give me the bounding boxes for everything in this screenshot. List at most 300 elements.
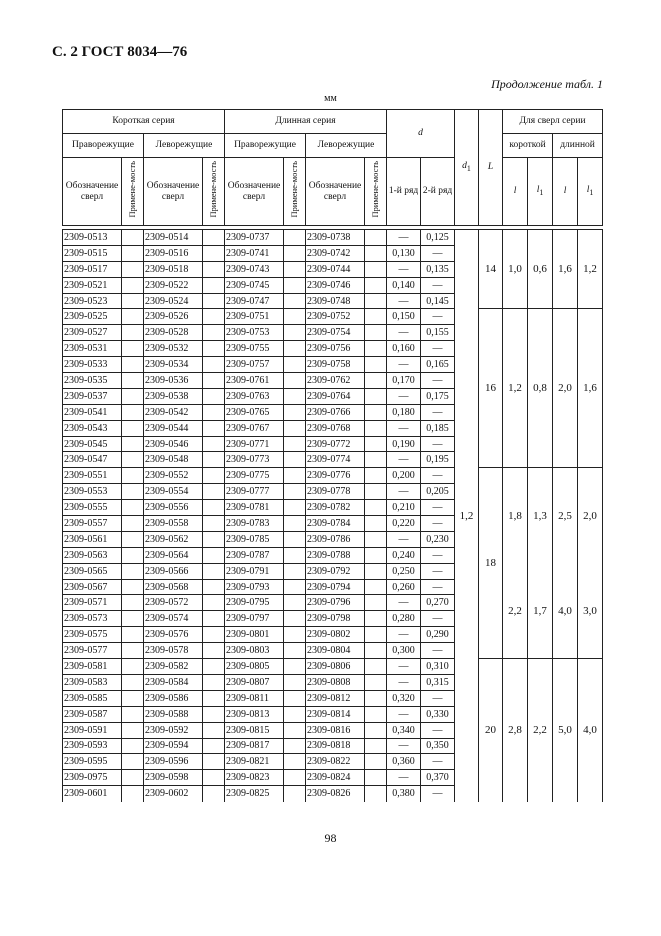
short-left-applicability-cell: [203, 373, 225, 389]
d-second-row-cell: 0,205: [421, 484, 455, 500]
d-second-row-cell: 0,125: [421, 230, 455, 246]
long-right-designation-cell: 2309-0801: [225, 627, 284, 643]
d-first-row-cell: 0,380: [387, 786, 421, 802]
d-first-row-cell: 0,130: [387, 245, 421, 261]
long-left-designation-cell: 2309-0784: [306, 516, 365, 532]
long-right-applicability-cell: [284, 531, 306, 547]
applicability-header: Примене-мость: [365, 158, 387, 226]
short-right-applicability-cell: [122, 404, 144, 420]
long-right-applicability-cell: [284, 595, 306, 611]
d-second-row-cell: —: [421, 404, 455, 420]
short-left-designation-cell: 2309-0532: [144, 341, 203, 357]
long-left-applicability-cell: [365, 531, 387, 547]
short-l1-value-cell: 2,2: [528, 659, 553, 802]
d-second-row-cell: —: [421, 547, 455, 563]
long-right-applicability-cell: [284, 309, 306, 325]
long-left-applicability-cell: [365, 468, 387, 484]
short-series-header: Короткая серия: [63, 110, 225, 134]
long-left-designation-cell: 2309-0742: [306, 245, 365, 261]
long-right-designation-cell: 2309-0825: [225, 786, 284, 802]
d-first-row-cell: —: [387, 706, 421, 722]
table-row: [63, 659, 603, 675]
long-right-designation-cell: 2309-0771: [225, 436, 284, 452]
d-first-row-cell: —: [387, 595, 421, 611]
d-first-row-cell: —: [387, 388, 421, 404]
long-right-cut-header: Праворежущие: [225, 134, 306, 158]
short-left-designation-cell: 2309-0524: [144, 293, 203, 309]
long-right-designation-cell: 2309-0803: [225, 643, 284, 659]
short-right-designation-cell: 2309-0527: [63, 325, 122, 341]
table-row: [63, 230, 603, 246]
long-left-designation-cell: 2309-0786: [306, 531, 365, 547]
long-left-applicability-cell: [365, 230, 387, 246]
long-left-designation-cell: 2309-0796: [306, 595, 365, 611]
short-right-designation-cell: 2309-0543: [63, 420, 122, 436]
long-right-applicability-cell: [284, 325, 306, 341]
long-left-designation-cell: 2309-0768: [306, 420, 365, 436]
short-right-designation-cell: 2309-0975: [63, 770, 122, 786]
long-right-applicability-cell: [284, 547, 306, 563]
long-l1-value-cell: 2,0: [578, 468, 603, 563]
short-left-designation-cell: 2309-0558: [144, 516, 203, 532]
short-right-applicability-cell: [122, 770, 144, 786]
short-left-applicability-cell: [203, 277, 225, 293]
d-second-row-cell: —: [421, 277, 455, 293]
long-left-designation-cell: 2309-0824: [306, 770, 365, 786]
short-left-applicability-cell: [203, 245, 225, 261]
long-right-designation-cell: 2309-0757: [225, 357, 284, 373]
short-right-applicability-cell: [122, 325, 144, 341]
short-right-applicability-cell: [122, 516, 144, 532]
long-right-designation-cell: 2309-0751: [225, 309, 284, 325]
short-l1-header: $l_1$: [528, 158, 553, 226]
short-left-applicability-cell: [203, 786, 225, 802]
d-second-row-cell: —: [421, 690, 455, 706]
short-right-applicability-cell: [122, 563, 144, 579]
short-left-applicability-cell: [203, 341, 225, 357]
d-second-row-cell: 0,195: [421, 452, 455, 468]
long-right-applicability-cell: [284, 341, 306, 357]
d1-value-cell: 1,2: [455, 230, 479, 802]
short-right-designation-cell: 2309-0515: [63, 245, 122, 261]
long-right-applicability-cell: [284, 373, 306, 389]
d-first-row-cell: 0,160: [387, 341, 421, 357]
page-header: С. 2 ГОСТ 8034—76: [52, 44, 188, 60]
long-left-applicability-cell: [365, 500, 387, 516]
long-right-applicability-cell: [284, 738, 306, 754]
short-right-applicability-cell: [122, 452, 144, 468]
long-left-applicability-cell: [365, 245, 387, 261]
short-left-designation-cell: 2309-0586: [144, 690, 203, 706]
short-l1-value-cell: 0,8: [528, 309, 553, 468]
d-second-row-header: 2-й ряд: [421, 158, 455, 226]
long-left-applicability-cell: [365, 309, 387, 325]
long-left-designation-cell: 2309-0792: [306, 563, 365, 579]
long-right-designation-cell: 2309-0807: [225, 674, 284, 690]
short-left-designation-cell: 2309-0562: [144, 531, 203, 547]
short-left-designation-cell: 2309-0522: [144, 277, 203, 293]
d-second-row-cell: —: [421, 341, 455, 357]
short-right-applicability-cell: [122, 420, 144, 436]
d-first-row-header: 1-й ряд: [387, 158, 421, 226]
long-l-header: l: [553, 158, 578, 226]
short-right-applicability-cell: [122, 579, 144, 595]
long-right-designation-cell: 2309-0811: [225, 690, 284, 706]
d-first-row-cell: 0,340: [387, 722, 421, 738]
short-left-applicability-cell: [203, 420, 225, 436]
d-first-row-cell: 0,240: [387, 547, 421, 563]
short-left-designation-cell: 2309-0568: [144, 579, 203, 595]
short-right-designation-cell: 2309-0561: [63, 531, 122, 547]
long-l-value-cell: 2,5: [553, 468, 578, 563]
L-value-cell: 18: [479, 468, 503, 659]
short-right-designation-cell: 2309-0577: [63, 643, 122, 659]
short-left-designation-cell: 2309-0526: [144, 309, 203, 325]
d-header: d: [387, 110, 455, 158]
short-left-designation-cell: 2309-0534: [144, 357, 203, 373]
long-left-applicability-cell: [365, 579, 387, 595]
table-row: [63, 309, 603, 325]
short-right-designation-cell: 2309-0581: [63, 659, 122, 675]
long-right-applicability-cell: [284, 563, 306, 579]
short-left-designation-cell: 2309-0538: [144, 388, 203, 404]
short-right-designation-cell: 2309-0563: [63, 547, 122, 563]
short-right-designation-cell: 2309-0553: [63, 484, 122, 500]
long-right-applicability-cell: [284, 404, 306, 420]
short-left-designation-cell: 2309-0518: [144, 261, 203, 277]
short-left-applicability-cell: [203, 611, 225, 627]
short-left-designation-cell: 2309-0528: [144, 325, 203, 341]
table-continuation-label: Продолжение табл. 1: [491, 77, 603, 91]
long-right-applicability-cell: [284, 516, 306, 532]
d-second-row-cell: —: [421, 563, 455, 579]
long-right-applicability-cell: [284, 261, 306, 277]
short-right-applicability-cell: [122, 277, 144, 293]
d-second-row-cell: —: [421, 579, 455, 595]
short-right-applicability-cell: [122, 627, 144, 643]
short-l-value-cell: 1,2: [503, 309, 528, 468]
d-first-row-cell: —: [387, 325, 421, 341]
applicability-header: Примене-мость: [284, 158, 306, 226]
short-right-applicability-cell: [122, 611, 144, 627]
page-number: 98: [324, 831, 337, 845]
long-right-applicability-cell: [284, 388, 306, 404]
long-l-value-cell: 5,0: [553, 659, 578, 802]
short-left-applicability-cell: [203, 706, 225, 722]
short-left-applicability-cell: [203, 722, 225, 738]
short-right-applicability-cell: [122, 754, 144, 770]
short-left-designation-cell: 2309-0572: [144, 595, 203, 611]
short-right-designation-cell: 2309-0513: [63, 230, 122, 246]
short-right-applicability-cell: [122, 643, 144, 659]
d-first-row-cell: —: [387, 674, 421, 690]
long-right-designation-cell: 2309-0777: [225, 484, 284, 500]
long-left-designation-cell: 2309-0782: [306, 500, 365, 516]
short-right-applicability-cell: [122, 738, 144, 754]
L-value-cell: 20: [479, 659, 503, 802]
short-left-applicability-cell: [203, 690, 225, 706]
long-left-applicability-cell: [365, 420, 387, 436]
short-left-designation-cell: 2309-0514: [144, 230, 203, 246]
long-right-designation-cell: 2309-0767: [225, 420, 284, 436]
short-drills-header: короткой: [503, 134, 553, 158]
long-right-designation-cell: 2309-0763: [225, 388, 284, 404]
long-right-designation-cell: 2309-0761: [225, 373, 284, 389]
long-left-applicability-cell: [365, 690, 387, 706]
long-right-applicability-cell: [284, 420, 306, 436]
short-left-applicability-cell: [203, 516, 225, 532]
long-right-applicability-cell: [284, 722, 306, 738]
long-left-designation-cell: 2309-0818: [306, 738, 365, 754]
long-left-designation-cell: 2309-0774: [306, 452, 365, 468]
long-left-designation-cell: 2309-0812: [306, 690, 365, 706]
short-right-applicability-cell: [122, 706, 144, 722]
long-right-applicability-cell: [284, 500, 306, 516]
long-left-applicability-cell: [365, 452, 387, 468]
long-left-designation-cell: 2309-0756: [306, 341, 365, 357]
long-right-designation-cell: 2309-0785: [225, 531, 284, 547]
long-left-applicability-cell: [365, 738, 387, 754]
short-left-designation-cell: 2309-0584: [144, 674, 203, 690]
short-left-designation-cell: 2309-0554: [144, 484, 203, 500]
short-right-applicability-cell: [122, 373, 144, 389]
long-right-applicability-cell: [284, 277, 306, 293]
d-first-row-cell: 0,250: [387, 563, 421, 579]
d-first-row-cell: 0,280: [387, 611, 421, 627]
d-first-row-cell: —: [387, 420, 421, 436]
d-first-row-cell: —: [387, 659, 421, 675]
short-left-applicability-cell: [203, 468, 225, 484]
short-left-applicability-cell: [203, 388, 225, 404]
short-left-applicability-cell: [203, 643, 225, 659]
short-left-designation-cell: 2309-0578: [144, 643, 203, 659]
short-right-applicability-cell: [122, 547, 144, 563]
d-second-row-cell: 0,230: [421, 531, 455, 547]
short-right-designation-cell: 2309-0573: [63, 611, 122, 627]
d-second-row-cell: 0,330: [421, 706, 455, 722]
long-l1-value-cell: 1,6: [578, 309, 603, 468]
short-left-applicability-cell: [203, 531, 225, 547]
long-left-designation-cell: 2309-0746: [306, 277, 365, 293]
d-second-row-cell: 0,290: [421, 627, 455, 643]
d-second-row-cell: 0,165: [421, 357, 455, 373]
short-right-applicability-cell: [122, 786, 144, 802]
long-right-applicability-cell: [284, 690, 306, 706]
d-first-row-cell: 0,200: [387, 468, 421, 484]
long-right-applicability-cell: [284, 611, 306, 627]
long-left-designation-cell: 2309-0752: [306, 309, 365, 325]
short-left-designation-cell: 2309-0598: [144, 770, 203, 786]
short-right-designation-cell: 2309-0533: [63, 357, 122, 373]
d-second-row-cell: —: [421, 643, 455, 659]
long-right-designation-cell: 2309-0775: [225, 468, 284, 484]
long-left-applicability-cell: [365, 388, 387, 404]
d-second-row-cell: 0,315: [421, 674, 455, 690]
short-left-applicability-cell: [203, 770, 225, 786]
short-l1-value-cell: 0,6: [528, 230, 553, 309]
long-left-designation-cell: 2309-0772: [306, 436, 365, 452]
short-right-applicability-cell: [122, 595, 144, 611]
long-left-cut-header: Леворежущие: [306, 134, 387, 158]
short-l-value-cell: 2,2: [503, 563, 528, 658]
d-first-row-cell: 0,210: [387, 500, 421, 516]
d-second-row-cell: —: [421, 245, 455, 261]
long-l-value-cell: 1,6: [553, 230, 578, 309]
long-right-designation-cell: 2309-0741: [225, 245, 284, 261]
long-right-designation-cell: 2309-0823: [225, 770, 284, 786]
designation-header: Обозначение сверл: [225, 158, 284, 226]
long-left-applicability-cell: [365, 563, 387, 579]
drill-table: [62, 109, 603, 802]
short-left-applicability-cell: [203, 452, 225, 468]
short-left-applicability-cell: [203, 500, 225, 516]
units-label: мм: [324, 93, 337, 104]
short-left-designation-cell: 2309-0544: [144, 420, 203, 436]
long-right-designation-cell: 2309-0765: [225, 404, 284, 420]
d1-header: $d_1$: [455, 110, 479, 226]
d-second-row-cell: 0,135: [421, 261, 455, 277]
long-left-applicability-cell: [365, 627, 387, 643]
long-left-designation-cell: 2309-0762: [306, 373, 365, 389]
long-left-designation-cell: 2309-0798: [306, 611, 365, 627]
short-right-designation-cell: 2309-0587: [63, 706, 122, 722]
short-right-designation-cell: 2309-0583: [63, 674, 122, 690]
short-right-designation-cell: 2309-0565: [63, 563, 122, 579]
long-l1-value-cell: 3,0: [578, 563, 603, 658]
long-drills-header: длинной: [553, 134, 603, 158]
short-left-applicability-cell: [203, 357, 225, 373]
short-left-applicability-cell: [203, 674, 225, 690]
short-right-applicability-cell: [122, 261, 144, 277]
long-series-header: Длинная серия: [225, 110, 387, 134]
short-right-designation-cell: 2309-0537: [63, 388, 122, 404]
d-first-row-cell: —: [387, 261, 421, 277]
short-left-applicability-cell: [203, 595, 225, 611]
short-right-designation-cell: 2309-0585: [63, 690, 122, 706]
short-left-designation-cell: 2309-0564: [144, 547, 203, 563]
long-left-designation-cell: 2309-0816: [306, 722, 365, 738]
short-left-designation-cell: 2309-0536: [144, 373, 203, 389]
short-left-designation-cell: 2309-0516: [144, 245, 203, 261]
long-right-designation-cell: 2309-0745: [225, 277, 284, 293]
d-first-row-cell: 0,150: [387, 309, 421, 325]
short-left-cut-header: Леворежущие: [144, 134, 225, 158]
d-first-row-cell: 0,170: [387, 373, 421, 389]
short-l-header: l: [503, 158, 528, 226]
long-right-applicability-cell: [284, 436, 306, 452]
long-left-applicability-cell: [365, 754, 387, 770]
long-right-applicability-cell: [284, 230, 306, 246]
d-second-row-cell: 0,145: [421, 293, 455, 309]
long-l1-header: $l_1$: [578, 158, 603, 226]
short-right-applicability-cell: [122, 357, 144, 373]
short-right-applicability-cell: [122, 722, 144, 738]
short-right-applicability-cell: [122, 230, 144, 246]
short-right-designation-cell: 2309-0567: [63, 579, 122, 595]
d-first-row-cell: 0,320: [387, 690, 421, 706]
short-right-designation-cell: 2309-0517: [63, 261, 122, 277]
table-row: [63, 563, 603, 579]
short-left-applicability-cell: [203, 627, 225, 643]
long-right-designation-cell: 2309-0813: [225, 706, 284, 722]
d-second-row-cell: —: [421, 786, 455, 802]
short-right-designation-cell: 2309-0557: [63, 516, 122, 532]
short-right-applicability-cell: [122, 690, 144, 706]
short-left-designation-cell: 2309-0566: [144, 563, 203, 579]
long-right-applicability-cell: [284, 468, 306, 484]
long-left-designation-cell: 2309-0748: [306, 293, 365, 309]
long-left-applicability-cell: [365, 261, 387, 277]
short-left-applicability-cell: [203, 579, 225, 595]
short-left-designation-cell: 2309-0574: [144, 611, 203, 627]
short-left-designation-cell: 2309-0582: [144, 659, 203, 675]
long-right-applicability-cell: [284, 706, 306, 722]
long-right-applicability-cell: [284, 484, 306, 500]
long-right-designation-cell: 2309-0805: [225, 659, 284, 675]
short-right-applicability-cell: [122, 293, 144, 309]
long-right-designation-cell: 2309-0817: [225, 738, 284, 754]
long-l1-value-cell: 1,2: [578, 230, 603, 309]
d-first-row-cell: —: [387, 452, 421, 468]
short-right-designation-cell: 2309-0575: [63, 627, 122, 643]
short-right-applicability-cell: [122, 245, 144, 261]
short-left-applicability-cell: [203, 659, 225, 675]
long-left-designation-cell: 2309-0764: [306, 388, 365, 404]
long-right-designation-cell: 2309-0747: [225, 293, 284, 309]
d-second-row-cell: 0,185: [421, 420, 455, 436]
short-left-designation-cell: 2309-0596: [144, 754, 203, 770]
long-right-designation-cell: 2309-0755: [225, 341, 284, 357]
long-left-applicability-cell: [365, 404, 387, 420]
long-right-applicability-cell: [284, 659, 306, 675]
long-left-applicability-cell: [365, 547, 387, 563]
long-left-applicability-cell: [365, 706, 387, 722]
long-left-designation-cell: 2309-0738: [306, 230, 365, 246]
long-left-applicability-cell: [365, 722, 387, 738]
short-left-designation-cell: 2309-0556: [144, 500, 203, 516]
short-left-applicability-cell: [203, 404, 225, 420]
designation-header: Обозначение сверл: [63, 158, 122, 226]
long-right-designation-cell: 2309-0743: [225, 261, 284, 277]
d-second-row-cell: 0,350: [421, 738, 455, 754]
long-left-applicability-cell: [365, 484, 387, 500]
short-left-applicability-cell: [203, 484, 225, 500]
for-drills-header: Для сверл серии: [503, 110, 603, 134]
short-right-designation-cell: 2309-0571: [63, 595, 122, 611]
d-second-row-cell: —: [421, 373, 455, 389]
short-left-designation-cell: 2309-0542: [144, 404, 203, 420]
short-left-applicability-cell: [203, 754, 225, 770]
long-right-designation-cell: 2309-0821: [225, 754, 284, 770]
d-second-row-cell: 0,155: [421, 325, 455, 341]
d-second-row-cell: —: [421, 468, 455, 484]
long-right-applicability-cell: [284, 452, 306, 468]
d-second-row-cell: —: [421, 722, 455, 738]
d-first-row-cell: 0,300: [387, 643, 421, 659]
short-right-designation-cell: 2309-0551: [63, 468, 122, 484]
short-right-applicability-cell: [122, 659, 144, 675]
long-right-applicability-cell: [284, 770, 306, 786]
applicability-header: Примене-мость: [203, 158, 225, 226]
d-second-row-cell: 0,175: [421, 388, 455, 404]
long-left-applicability-cell: [365, 516, 387, 532]
long-left-applicability-cell: [365, 436, 387, 452]
d-second-row-cell: 0,370: [421, 770, 455, 786]
long-right-applicability-cell: [284, 754, 306, 770]
designation-header: Обозначение сверл: [144, 158, 203, 226]
short-left-applicability-cell: [203, 547, 225, 563]
d-first-row-cell: 0,260: [387, 579, 421, 595]
